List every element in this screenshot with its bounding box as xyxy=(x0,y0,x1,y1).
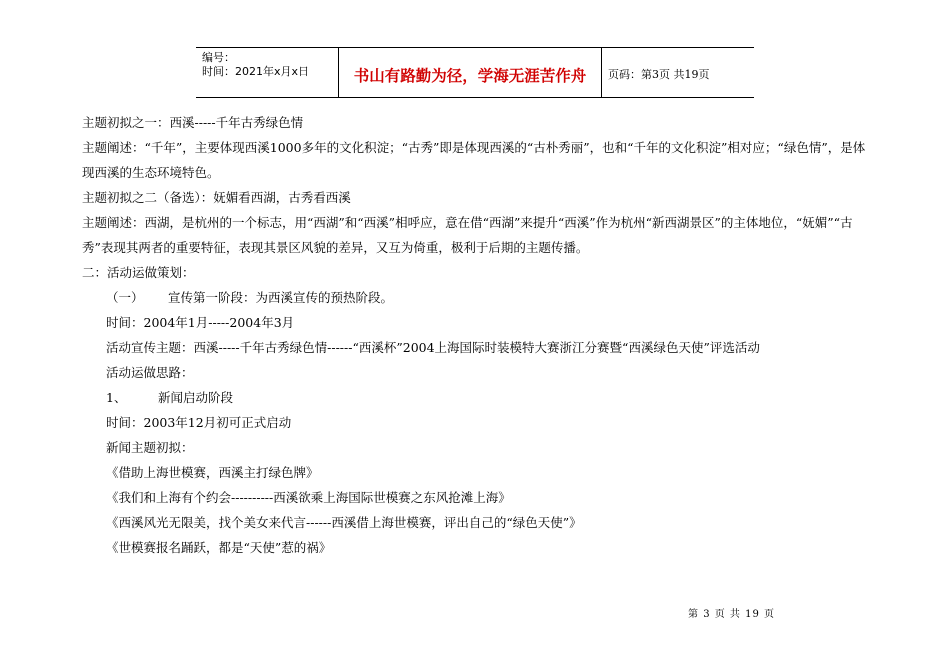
header-motto: 书山有路勤为径，学海无涯苦作舟 xyxy=(339,48,602,97)
theme-two: 主题初拟之二（备选）：妩媚看西湖，古秀看西溪 xyxy=(82,190,351,205)
news-label: 新闻主题初拟： xyxy=(106,440,194,455)
sub-section-ideas: 活动运做思路： xyxy=(106,365,194,380)
news-headline: 《借助上海世模赛，西溪主打绿色牌》 xyxy=(106,465,319,480)
step-title: 新闻启动阶段 xyxy=(158,390,234,405)
section-two-heading: 二：活动运做策划： xyxy=(82,265,195,280)
header-page-label: 页码：第3页 共19页 xyxy=(608,67,710,81)
step-one xyxy=(82,385,872,410)
theme-one-desc-1 xyxy=(82,135,872,185)
sub-section-number: （一） xyxy=(106,290,144,305)
header-meta xyxy=(196,48,339,97)
document-body xyxy=(82,110,872,560)
step-number: 1、 xyxy=(106,390,127,405)
sub-section-title: 宣传第一阶段：为西溪宣传的预热阶段。 xyxy=(168,290,394,305)
news-headline: 《西溪风光无限美，找个美女来代言------西溪借上海世模赛，评出自己的“绿色天使”》 xyxy=(106,515,582,530)
sub-section-theme: 活动宣传主题：西溪-----千年古秀绿色情------“西溪杯”2004上海国际时装模特大赛浙江分赛暨“西溪绿色天使”评选活动 xyxy=(106,340,760,355)
sub-section-one xyxy=(82,285,872,310)
number-label: 编号： xyxy=(202,51,235,64)
theme-one: 主题初拟之一：西溪-----千年古秀绿色情 xyxy=(82,115,304,130)
theme-two-desc-wrap xyxy=(82,210,872,260)
sub-section-time: 时间：2004年1月-----2004年3月 xyxy=(106,315,295,330)
page-footer: 第 3 页 共 19 页 xyxy=(688,609,775,620)
time-label: 时间：2021年x月x日 xyxy=(202,65,310,78)
step-time: 时间：2003年12月初可正式启动 xyxy=(106,415,292,430)
theme-one-desc: 主题阐述：“千年”，主要体现西溪1000多年的文化积淀；“古秀”即是体现西溪的“古朴秀丽”，也和“千年的文化积淀”相对应；“绿色情”，是体现西溪的生态环境特色。 xyxy=(82,140,866,180)
news-headline: 《我们和上海有个约会----------西溪欲乘上海国际世模赛之东风抢滩上海》 xyxy=(106,490,511,505)
news-headline: 《世模赛报名踊跃，都是“天使”惹的祸》 xyxy=(106,540,332,555)
theme-two-desc: 主题阐述：西湖，是杭州的一个标志，用“西湖”和“西溪”相呼应，意在借“西湖”来提升“西溪”作为杭州“新西湖景区”的主体地位，“妩媚”“古秀”表现其两者的重要特征，表现其景区风貌的差异，又互为倚重，极利于后期的主题传播。 xyxy=(82,215,853,255)
page-header xyxy=(196,47,754,98)
